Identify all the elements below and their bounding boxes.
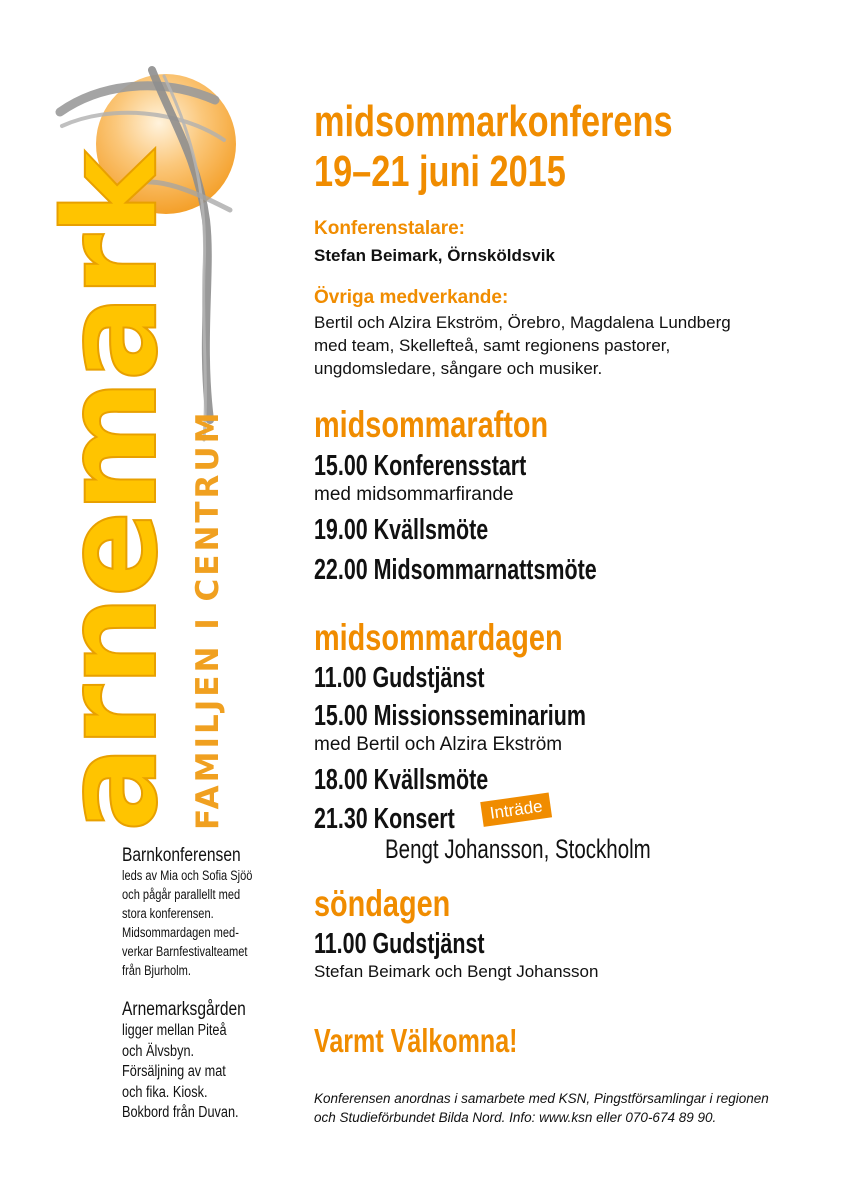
tagline: FAMILJEN I CENTRUM [190,409,226,830]
sidebar-line: och Älvsbyn. [122,1042,195,1060]
event-subtitle: Stefan Beimark och Bengt Johansson [314,962,599,981]
event-subtitle: med midsommarfirande [314,484,514,505]
entry-fee-badge: Inträde [480,793,552,827]
participants-line: med team, Skellefteå, samt regionens pastorer, [314,336,671,355]
sidebar-line: och fika. Kiosk. [122,1083,208,1101]
sidebar-line: Försäljning av mat [122,1063,226,1080]
children-conference-heading: Barnkonferensen [122,845,241,866]
footnote [314,1089,784,1127]
participants-text [314,311,731,380]
children-conference-text [122,866,261,980]
footnote-line: Konferensen anordnas i samarbete med KSN, Pingstförsamlingar i regionen [314,1091,769,1106]
day-heading-midsommardagen: midsommardagen [314,617,563,658]
sidebar-line: ligger mellan Piteå [122,1022,227,1039]
event-title: 21.30 Konsert [314,803,455,835]
footnote-line: och Studieförbundet Bilda Nord. Info: www.ksn eller 070-674 89 90. [314,1110,717,1125]
speakers-heading: Konferenstalare: [314,218,465,239]
sidebar-line: verkar Barnfestivalteamet [122,944,248,959]
participants-line: Bertil och Alzira Ekström, Örebro, Magdalena Lundberg [314,313,731,332]
sidebar-line: från Bjurholm. [122,963,191,978]
event-subtitle: med Bertil och Alzira Ekström [314,734,563,755]
venue-text [122,1021,261,1124]
event-title: 11.00 Gudstjänst [314,928,485,960]
event-title: 22.00 Midsommarnattsmöte [314,554,597,586]
concert-performer: Bengt Johansson, Stockholm [385,834,651,864]
day-heading-midsommarafton: midsommarafton [314,404,549,445]
sidebar-line: och pågår parallellt med [122,887,241,902]
event-title: 15.00 Missionsseminarium [314,700,586,732]
event-title: 15.00 Konferensstart [314,450,527,482]
sidebar-line: stora konferensen. [122,906,214,921]
wordmark-container [37,52,186,832]
speakers-text: Stefan Beimark, Örnsköldsvik [314,246,555,265]
conference-title: midsommarkonferens [314,97,673,146]
participants-line: ungdomsledare, sångare och musiker. [314,359,603,378]
wordmark: arnemark [37,152,186,832]
sidebar-line: Bokbord från Duvan. [122,1104,239,1121]
event-title: 11.00 Gudstjänst [314,662,485,694]
venue-heading: Arnemarksgården [122,999,246,1020]
welcome-text: Varmt Välkomna! [314,1022,518,1059]
sidebar-line: leds av Mia och Sofia Sjöö [122,868,253,883]
participants-heading: Övriga medverkande: [314,287,509,308]
event-title: 18.00 Kvällsmöte [314,764,489,796]
day-heading-sondagen: söndagen [314,883,451,924]
conference-dates: 19–21 juni 2015 [314,147,566,196]
sidebar-line: Midsommardagen med- [122,925,239,940]
event-title: 19.00 Kvällsmöte [314,514,489,546]
